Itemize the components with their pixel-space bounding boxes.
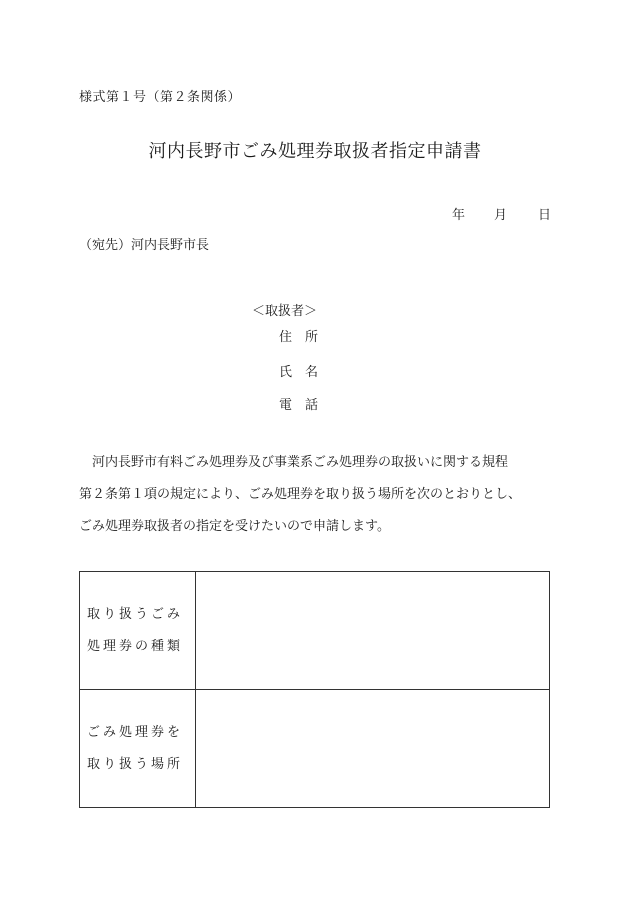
table-row xyxy=(80,572,550,690)
row-label xyxy=(80,690,196,808)
name-label: 氏 名 xyxy=(279,365,319,380)
application-table xyxy=(79,571,550,808)
application-statement xyxy=(79,447,554,543)
ticket-type-field[interactable] xyxy=(196,572,550,690)
statement-line: ごみ処理券取扱者の指定を受けたいので申請します。 xyxy=(79,519,390,534)
statement-line: 河内長野市有料ごみ処理券及び事業系ごみ処理券の取扱いに関する規程 xyxy=(92,455,509,470)
form-number: 様式第１号（第２条関係） xyxy=(79,90,242,105)
row-label xyxy=(80,572,196,690)
day-label: 日 xyxy=(538,208,552,223)
label-line: 取り扱うごみ xyxy=(87,606,184,622)
year-label: 年 xyxy=(452,208,466,223)
table-row xyxy=(80,690,550,808)
document-title: 河内長野市ごみ処理券取扱者指定申請書 xyxy=(148,141,482,162)
handling-location-field[interactable] xyxy=(196,690,550,808)
label-line: 取り扱う場所 xyxy=(87,756,184,772)
address-label: 住 所 xyxy=(279,330,319,345)
addressee: （宛先）河内長野市長 xyxy=(79,238,210,253)
label-line: 処理券の種類 xyxy=(87,638,184,654)
phone-label: 電 話 xyxy=(279,398,319,413)
statement-line: 第２条第１項の規定により、ごみ処理券を取り扱う場所を次のとおりとし、 xyxy=(79,487,522,502)
applicant-heading: ＜取扱者＞ xyxy=(252,304,318,319)
month-label: 月 xyxy=(494,208,508,223)
label-line: ごみ処理券を xyxy=(87,724,184,740)
